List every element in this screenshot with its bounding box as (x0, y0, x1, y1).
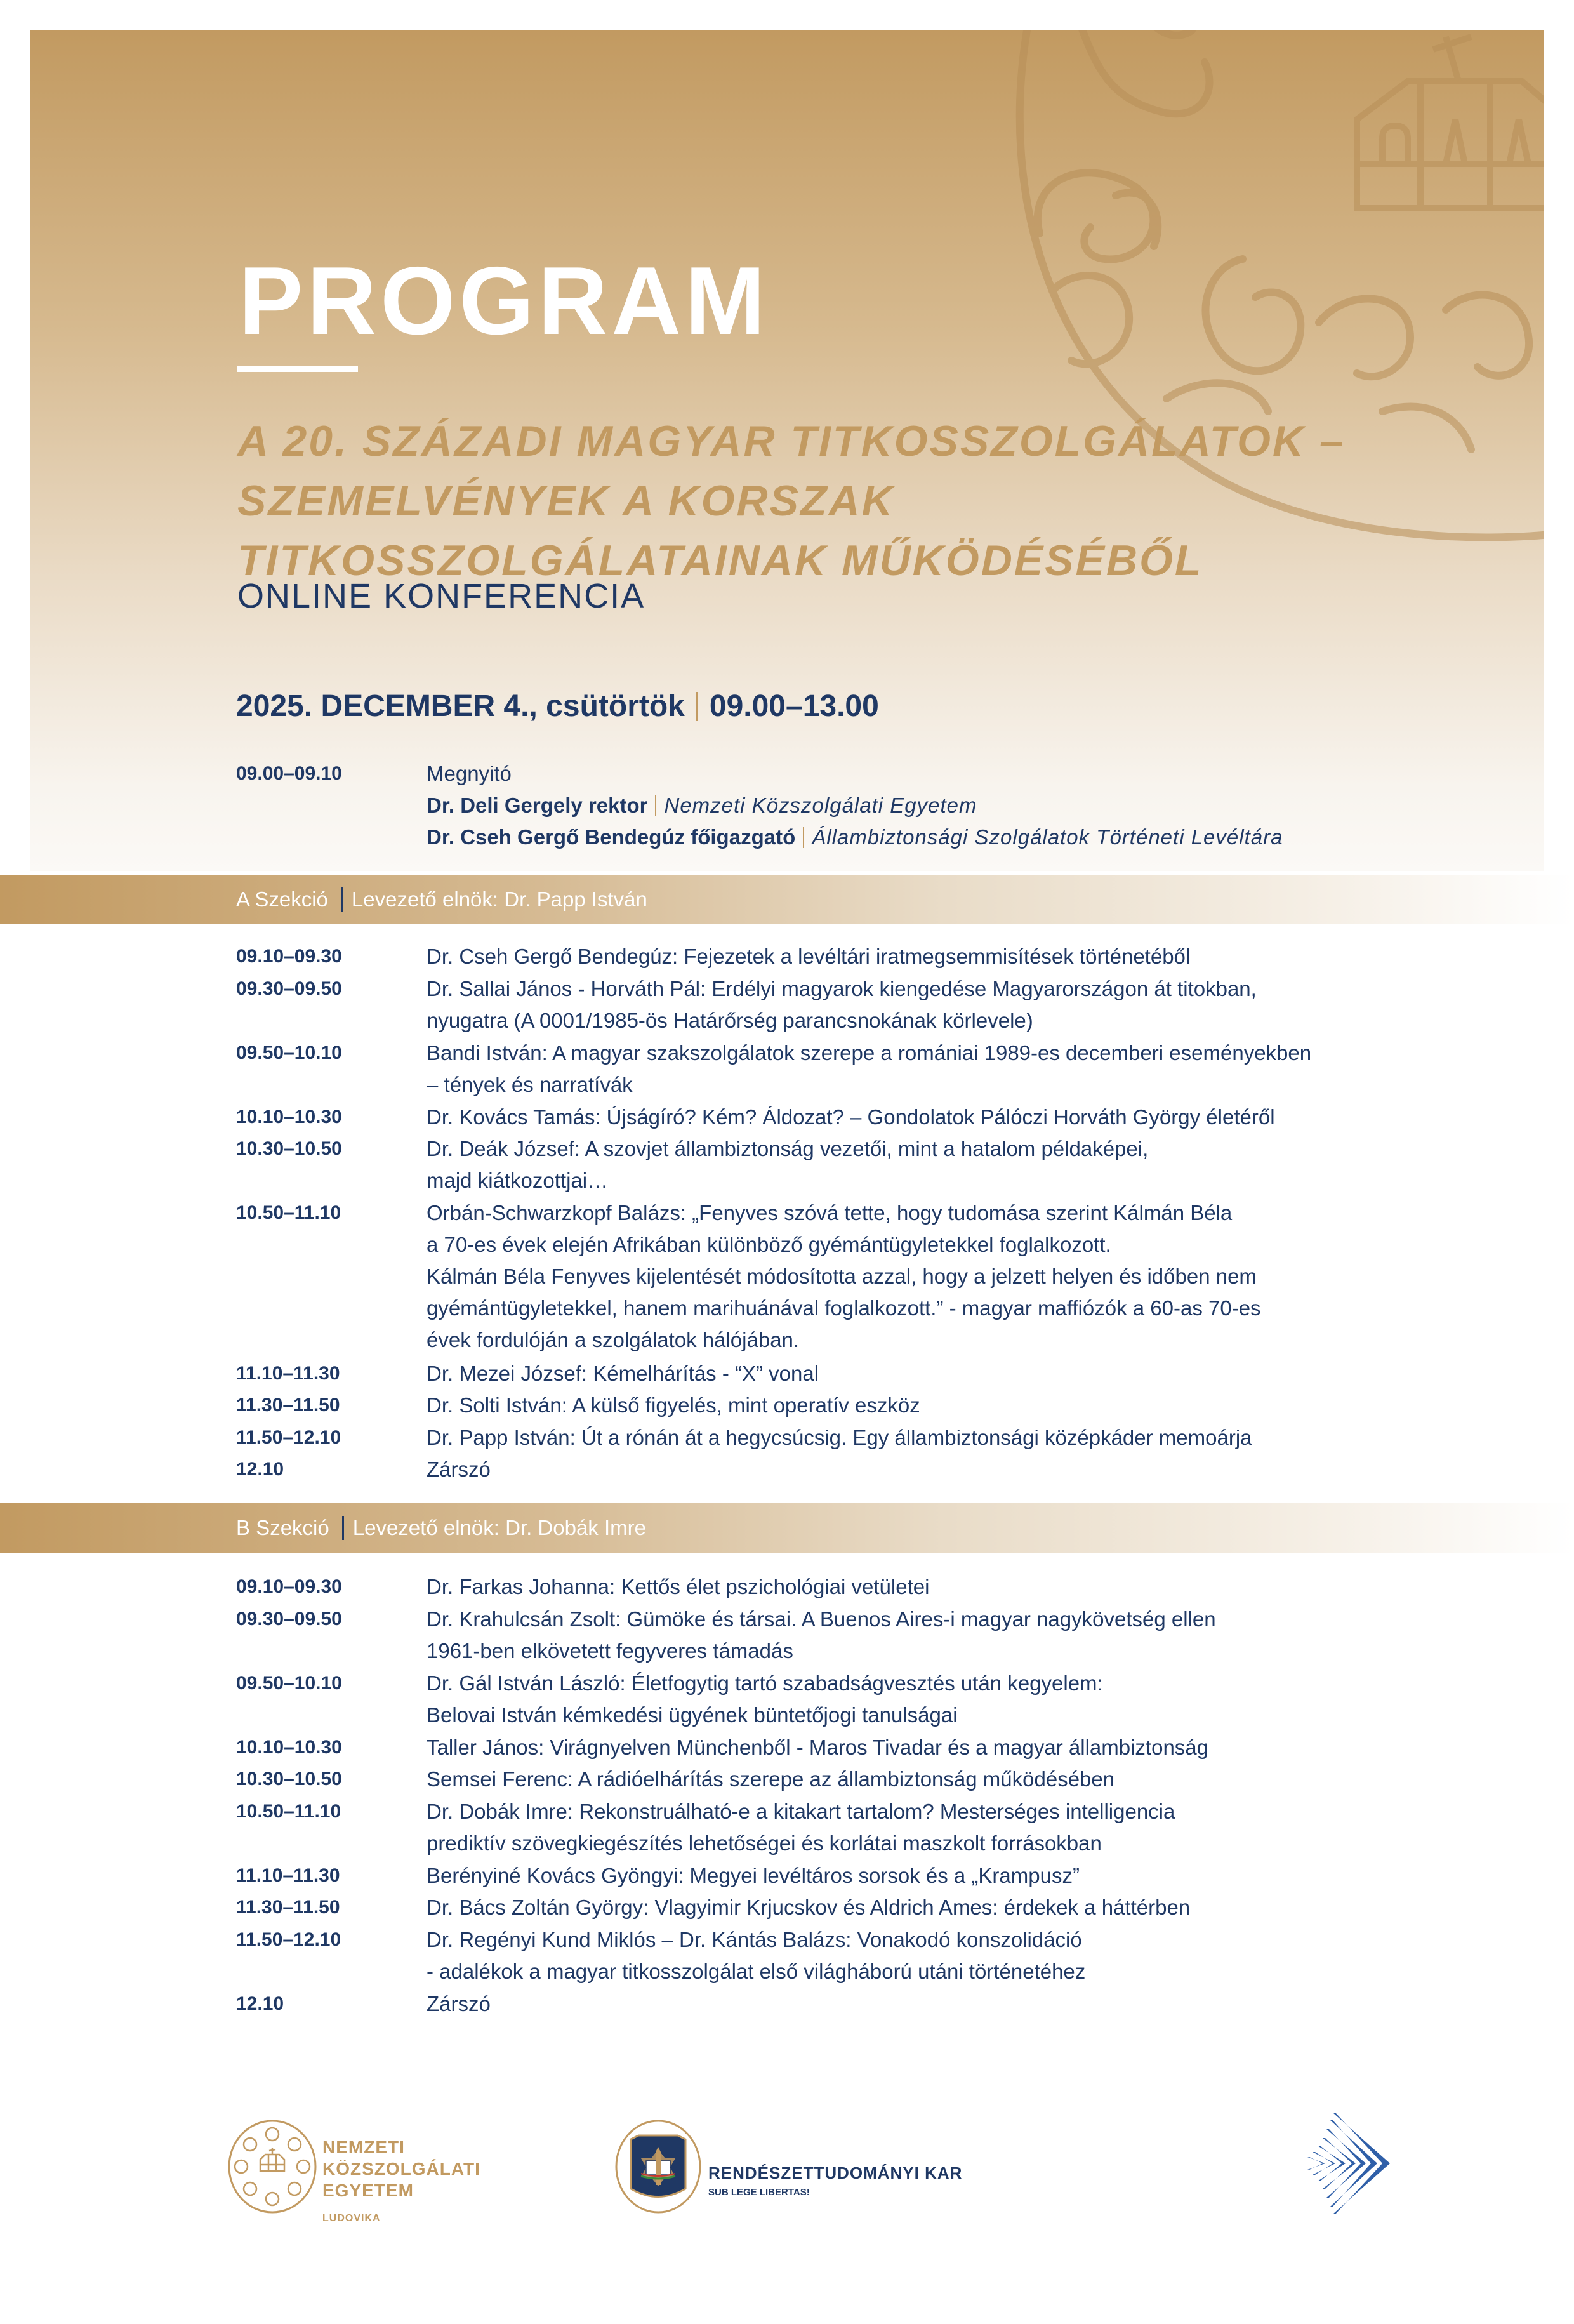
item-line: Dr. Bács Zoltán György: Vlagyimir Krjucskov és Aldrich Ames: érdekek a háttérben (427, 1896, 1191, 1919)
item-text (427, 1390, 1455, 1421)
item-time: 10.10–10.30 (236, 1736, 342, 1758)
item-line: Zárszó (427, 1991, 491, 2015)
page-title: PROGRAM (239, 247, 769, 355)
item-line: Berényiné Kovács Gyöngyi: Megyei levéltáros sorsok és a „Krampusz” (427, 1863, 1080, 1887)
item-line: Kálmán Béla Fenyves kijelentését módosította azzal, hogy a jelzett helyen és időben nem (427, 1265, 1257, 1288)
item-time: 12.10 (236, 1993, 284, 2014)
item-line: Bandi István: A magyar szakszolgálatok szerepe a romániai 1989-es decemberi eseményekben (427, 1040, 1312, 1065)
item-line: Dr. Kovács Tamás: Újságíró? Kém? Áldozat? – Gondolatok Pálóczi Horváth György életéről (427, 1105, 1275, 1129)
item-text (427, 973, 1455, 1037)
header-banner (30, 30, 1544, 871)
section-b-header (0, 1503, 1574, 1553)
item-text (427, 1422, 1455, 1454)
item-line: Dr. Dobák Imre: Rekonstruálható-e a kitakart tartalom? Mesterséges intelligencia (427, 1799, 1175, 1823)
item-line: Dr. Sallai János - Horváth Pál: Erdélyi magyarok kiengedése Magyarországon át titokban, (427, 976, 1257, 1000)
chevron-arrow-logo (1295, 2106, 1403, 2221)
item-text (427, 941, 1455, 973)
item-line: Dr. Regényi Kund Miklós – Dr. Kántás Balázs: Vonakodó konszolidáció (427, 1927, 1082, 1951)
item-line: Belovai István kémkedési ügyének büntetőjogi tanulságai (427, 1703, 958, 1727)
item-time: 09.30–09.50 (236, 1608, 342, 1630)
item-time: 09.00–09.10 (236, 763, 342, 784)
item-text (427, 1924, 1455, 1988)
item-line: évek fordulóján a szolgálatok hálójában. (427, 1328, 800, 1351)
item-line: a 70-es évek elején Afrikában különböző gyémántügyletekkel foglalkozott. (427, 1233, 1111, 1256)
item-line: Taller János: Virágnyelven Münchenből - Maros Tivadar és a magyar állambiztonság (427, 1735, 1209, 1759)
item-line: Dr. Farkas Johanna: Kettős élet pszichológiai vetületei (427, 1575, 930, 1598)
item-text (427, 1197, 1455, 1356)
item-text (427, 1860, 1455, 1892)
nke-crest-icon (227, 2119, 317, 2214)
item-line: - adalékok a magyar titkosszolgálat első világháború utáni történetéhez (427, 1959, 1086, 1983)
divider (342, 1516, 344, 1540)
rtk-logo (613, 2119, 1007, 2214)
item-text (427, 1454, 1455, 1485)
conference-title-line: A 20. SZÁZADI MAGYAR TITKOSSZOLGÁLATOK – (237, 417, 1346, 465)
item-time: 11.30–11.50 (236, 1897, 340, 1918)
item-line: Zárszó (427, 1457, 491, 1481)
chevron-arrow-logo-icon (1295, 2106, 1403, 2221)
conference-title-line: TITKOSSZOLGÁLATAINAK MŰKÖDÉSÉBŐL (237, 536, 1203, 585)
item-time: 11.10–11.30 (236, 1864, 340, 1886)
item-line: Dr. Deák József: A szovjet állambiztonság vezetői, mint a hatalom példaképei, (427, 1137, 1149, 1160)
title-divider (237, 366, 358, 372)
item-line: gyémántügyletekkel, hanem marihuánával foglalkozott.” - magyar maffiózók a 60-as 70-es (427, 1296, 1261, 1320)
section-a-header (0, 875, 1574, 924)
item-line: – tények és narratívák (427, 1072, 633, 1096)
divider (696, 692, 698, 721)
divider (803, 827, 804, 848)
item-time: 11.30–11.50 (236, 1395, 340, 1416)
item-time: 10.50–11.10 (236, 1800, 341, 1822)
item-text (427, 1571, 1455, 1603)
police-faculty-shield-icon (613, 2119, 703, 2214)
rtk-title: RENDÉSZETTUDOMÁNYI KAR (708, 2163, 963, 2182)
date-text: 2025. DECEMBER 4., csütörtök (236, 689, 685, 723)
item-text (427, 1037, 1455, 1101)
event-date (236, 689, 879, 724)
section-chair: Levezető elnök: Dr. Dobák Imre (352, 1516, 646, 1539)
item-line: nyugatra (A 0001/1985-ös Határőrség parancsnokának körlevele) (427, 1008, 1033, 1032)
item-time: 11.50–12.10 (236, 1929, 341, 1950)
nke-logo (227, 2119, 583, 2224)
item-time: 09.10–09.30 (236, 1576, 342, 1597)
item-time: 10.30–10.50 (236, 1769, 342, 1789)
conference-title-line: SZEMELVÉNYEK A KORSZAK (237, 477, 895, 525)
nke-name-line: EGYETEM (322, 2181, 414, 2200)
item-line: Dr. Gál István László: Életfogytig tartó szabadságvesztés után kegyelem: (427, 1671, 1103, 1695)
rtk-motto: SUB LEGE LIBERTAS! (708, 2187, 810, 2198)
divider (655, 795, 656, 816)
item-time: 11.50–12.10 (236, 1426, 341, 1448)
section-name: B Szekció (236, 1516, 329, 1539)
item-time: 10.30–10.50 (236, 1138, 342, 1159)
item-text (427, 1604, 1455, 1667)
item-text (427, 758, 1455, 853)
item-line: Dr. Krahulcsán Zsolt: Gümöke és társai. A Buenos Aires-i magyar nagykövetség ellen (427, 1607, 1216, 1631)
item-line: Dr. Cseh Gergő Bendegúz: Fejezetek a levéltári iratmegsemmisítések történetéből (427, 945, 1191, 968)
item-line: prediktív szövegkiegészítés lehetőségei és korlátai maszkolt forrásokban (427, 1831, 1102, 1855)
item-text (427, 1101, 1455, 1133)
item-line: Orbán-Schwarzkopf Balázs: „Fenyves szóvá tette, hogy tudomása szerint Kálmán Béla (427, 1201, 1233, 1225)
item-text (427, 1796, 1455, 1859)
item-time: 09.10–09.30 (236, 946, 342, 967)
speaker-name: Dr. Cseh Gergő Bendegúz főigazgató (427, 825, 796, 849)
item-time: 10.50–11.10 (236, 1202, 341, 1223)
event-type: ONLINE KONFERENCIA (237, 577, 645, 615)
item-line: Dr. Solti István: A külső figyelés, mint operatív eszköz (427, 1393, 920, 1417)
speaker-affiliation: Állambiztonsági Szolgálatok Történeti Levéltára (812, 825, 1283, 849)
item-text (427, 1732, 1455, 1763)
item-line: Dr. Papp István: Út a rónán át a hegycsúcsig. Egy állambiztonsági középkáder memoárja (427, 1425, 1252, 1449)
opening-title: Megnyitó (427, 762, 512, 785)
item-time: 10.10–10.30 (236, 1106, 342, 1127)
item-text (427, 1668, 1455, 1731)
item-text (427, 1133, 1455, 1197)
section-name: A Szekció (236, 887, 328, 911)
item-time: 11.10–11.30 (236, 1362, 340, 1384)
item-time: 09.50–10.10 (236, 1042, 342, 1063)
section-chair: Levezető elnök: Dr. Papp István (351, 887, 647, 911)
item-time: 09.50–10.10 (236, 1672, 342, 1694)
rtk-name (708, 2163, 962, 2198)
item-time: 12.10 (236, 1459, 284, 1480)
item-line: Semsei Ferenc: A rádióelhárítás szerepe az állambiztonság működésében (427, 1767, 1115, 1791)
item-line: 1961-ben elkövetett fegyveres támadás (427, 1638, 793, 1663)
divider (341, 887, 343, 912)
nke-name-line: KÖZSZOLGÁLATI (322, 2159, 480, 2179)
item-text (427, 1763, 1455, 1795)
nke-subtitle: LUDOVIKA (322, 2213, 381, 2224)
speaker-name: Dr. Deli Gergely rektor (427, 793, 648, 817)
nke-name-line: NEMZETI (322, 2137, 405, 2157)
speaker-affiliation: Nemzeti Közszolgálati Egyetem (664, 793, 977, 817)
time-range: 09.00–13.00 (709, 689, 879, 723)
item-line: Dr. Mezei József: Kémelhárítás - “X” vonal (427, 1361, 819, 1385)
item-text (427, 1988, 1455, 2020)
item-text (427, 1358, 1455, 1390)
conference-title (237, 411, 1443, 590)
item-line: majd kiátkozottjai… (427, 1169, 609, 1192)
item-text (427, 1892, 1455, 1923)
nke-name (322, 2137, 480, 2229)
item-time: 09.30–09.50 (236, 978, 342, 999)
